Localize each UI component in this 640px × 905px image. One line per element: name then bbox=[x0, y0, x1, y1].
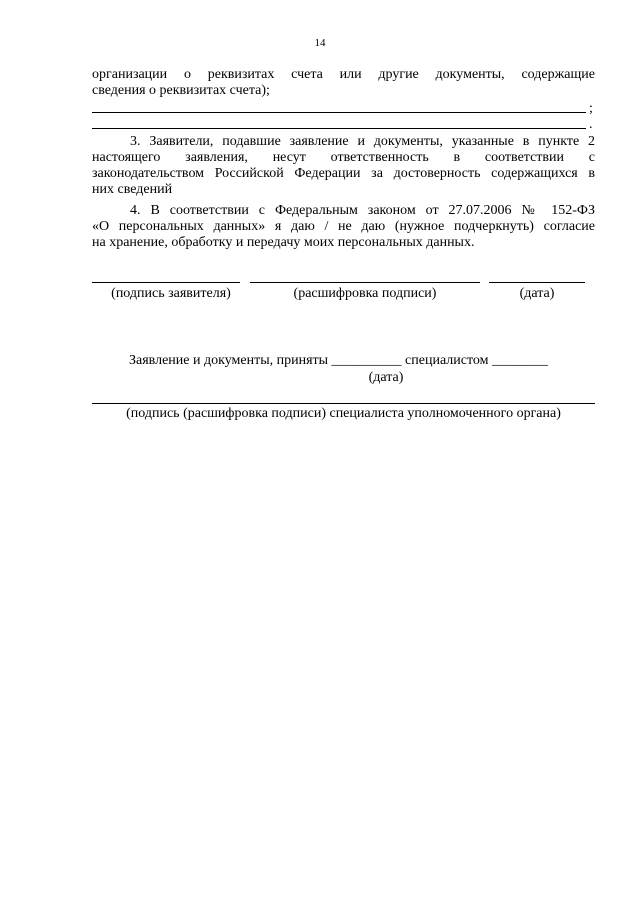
text-line: сведения о реквизитах счета); bbox=[92, 83, 270, 98]
paragraph-3-line: настоящего заявления, несут ответственность в соответствии с bbox=[92, 150, 595, 165]
paragraph-4-line: на хранение, обработку и передачу моих персональных данных. bbox=[92, 235, 475, 250]
paragraph-3-line: 3. Заявители, подавшие заявление и документы, указанные в пункте 2 bbox=[130, 134, 595, 149]
blank-fill-line bbox=[92, 112, 586, 113]
page-number: 14 bbox=[314, 37, 326, 49]
official-signature-caption: (подпись (расшифровка подписи) специалиста уполномоченного органа) bbox=[126, 406, 561, 421]
date-line bbox=[489, 282, 585, 283]
signature-decoding-caption: (расшифровка подписи) bbox=[293, 286, 437, 301]
blank-line-terminator: . bbox=[589, 117, 593, 132]
official-signature-line bbox=[92, 403, 595, 404]
signature-decoding-line bbox=[250, 282, 480, 283]
acceptance-date-caption: (дата) bbox=[368, 370, 404, 385]
date-caption: (дата) bbox=[519, 286, 555, 301]
acceptance-line: Заявление и документы, приняты __________ специалистом ________ bbox=[129, 353, 549, 368]
paragraph-4-line: 4. В соответствии с Федеральным законом от 27.07.2006 № 152-ФЗ bbox=[130, 203, 595, 218]
blank-line-terminator: ; bbox=[589, 101, 593, 116]
paragraph-3-line: них сведений bbox=[92, 182, 173, 197]
blank-fill-line bbox=[92, 128, 586, 129]
paragraph-3-line: законодательством Российской Федерации за достоверность содержащихся в bbox=[92, 166, 595, 181]
paragraph-4-line: «О персональных данных» я даю / не даю (нужное подчеркнуть) согласие bbox=[92, 219, 595, 234]
applicant-signature-caption: (подпись заявителя) bbox=[111, 286, 231, 301]
text-line: организации о реквизитах счета или другие документы, содержащие bbox=[92, 67, 595, 82]
applicant-signature-line bbox=[92, 282, 240, 283]
